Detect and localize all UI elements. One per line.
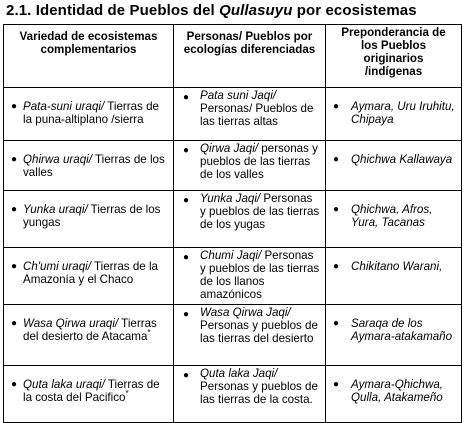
table-row [4,88,462,141]
people-name: Qirwa Jaqi/ [200,142,258,155]
heading-text-before: Identidad de Pueblos del [35,2,220,19]
peoples-list: Saraqa de los Aymara-atakamaño [351,317,453,343]
footnote-mark: * [147,328,151,338]
section-number: 2.1. [6,2,32,19]
bullet-icon: ● [333,154,340,165]
table-row [4,248,462,305]
bullet-icon: ● [11,101,18,112]
people-cell [174,366,326,423]
bullet-icon: ● [333,101,340,112]
bullet-icon: ● [11,318,18,329]
table-row [4,141,462,191]
header-line: ecologías diferenciadas [183,43,316,56]
peoples-list: Aymara, Uru Iruhitu, Chipaya [351,100,455,126]
bullet-icon: ● [11,204,18,215]
heading-text-after: por ecosistemas [292,2,417,19]
ecosystem-description: Tierras de la Amazonía y el Chaco [23,260,158,286]
bullet-icon: ● [333,318,340,329]
people-name: Chumi Jaqi/ [200,249,262,262]
ecosystem-description: Tierras de los valles [23,153,165,179]
people-name: Quta laka Jaqi/ [200,367,278,380]
column-header-peoples [326,25,462,88]
people-cell [174,248,326,305]
ecosystem-name: Pata-suni uraqi/ [23,100,105,113]
ecosystem-name: Qhirwa uraqi/ [23,153,92,166]
people-description: Personas y pueblos de las tierras de los llanos amazónicos [200,249,320,301]
people-description: Personas/ Pueblos de las tierras altas [200,102,314,128]
people-cell [174,141,326,191]
ecosystem-description: Tierras de la costa del Pacifico [23,378,160,404]
people-cell [174,191,326,248]
heading-text-italic: Qullasuyu [219,2,293,19]
people-description: Personas y pueblos de las tierras del desierto [200,319,318,345]
peoples-cell [326,191,462,248]
bullet-icon: ● [11,154,18,165]
peoples-cell [326,88,462,141]
bullet-icon: ● [183,370,190,381]
header-line: los Pueblos [360,39,427,52]
ecosystem-description: Tierras de la puna-altiplano /sierra [23,100,159,126]
peoples-list: Qhichwa Kallawaya [351,153,453,166]
section-heading [6,2,417,19]
ecosystem-description: Tierras de los yungas [23,203,161,229]
people-description: Personas y pueblos de las tierras de los yugas [200,192,320,231]
bullet-icon: ● [333,204,340,215]
bullet-icon: ● [333,261,340,272]
bullet-icon: ● [11,261,18,272]
ecosystem-cell [4,141,174,191]
ecosystem-cell [4,305,174,366]
people-cell [174,88,326,141]
ecosystem-description: Tierras del desierto de Atacama [23,317,157,343]
bullet-icon: ● [183,252,190,263]
people-name: Wasa Qirwa Jaqi/ [200,306,291,319]
peoples-list: Aymara-Qhichwa, Qulla, Atakameño [351,378,444,404]
footnote-mark: * [125,389,129,399]
peoples-list: Chikitano Warani, [351,260,443,273]
bullet-icon: ● [333,379,340,390]
header-line: complementarios [40,43,137,56]
people-description: personas y pueblos de las tierras de los valles [200,142,318,181]
header-line: /indígenas [364,65,423,78]
ecosystem-name: Quta laka uraqi/ [23,378,105,391]
peoples-cell [326,366,462,423]
ecosystem-cell [4,248,174,305]
ecosystem-name: Wasa Qirwa uraqi/ [23,317,119,330]
header-line: Preponderancia de [341,26,446,39]
column-header-people [174,25,326,88]
people-description: Personas y pueblos de las tierras de la costa. [200,380,318,406]
peoples-list: Qhichwa, Afros, Yura, Tacanas [351,203,433,229]
header-line: Personas/ Pueblos por [186,30,313,43]
bullet-icon: ● [183,145,190,156]
ecosystem-cell [4,366,174,423]
peoples-cell [326,248,462,305]
bullet-icon: ● [183,92,190,103]
people-name: Pata suni Jaqi/ [200,89,277,102]
peoples-cell [326,305,462,366]
ecosystem-name: Ch'umi uraqi/ [23,260,91,273]
peoples-cell [326,141,462,191]
header-line: Variedad de ecosistemas [19,30,158,43]
table-row [4,191,462,248]
people-cell [174,305,326,366]
people-name: Yunka Jaqi/ [200,192,261,205]
bullet-icon: ● [183,309,190,320]
ecosystems-table [3,24,462,423]
ecosystem-cell [4,191,174,248]
header-line: originarios [363,52,424,65]
table-row [4,305,462,366]
ecosystem-name: Yunka uraqi/ [23,203,88,216]
bullet-icon: ● [183,195,190,206]
bullet-icon: ● [11,379,18,390]
table-row [4,366,462,423]
table-header-row [4,25,462,88]
ecosystem-cell [4,88,174,141]
column-header-ecosystems [4,25,174,88]
